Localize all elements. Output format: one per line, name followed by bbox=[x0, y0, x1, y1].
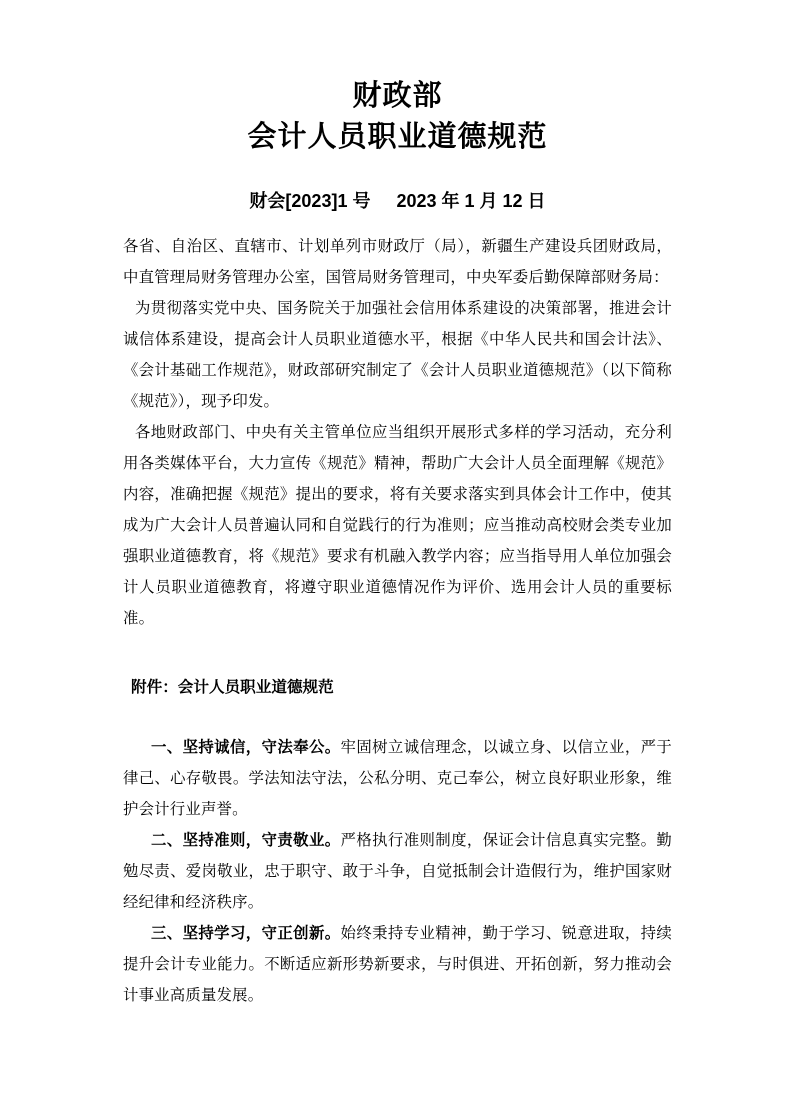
ethics-item-3 bbox=[123, 918, 672, 1011]
ethics-item-1-lead: 一、坚持诚信，守法奉公。 bbox=[151, 739, 341, 756]
ethics-item-1-text: 牢固树立诚信理念，以诚立身、以信立业，严于律己、心存敬畏。学法知法守法，公私分明、克己奉公，树立良好职业形象，维护会计行业声誉。 bbox=[123, 739, 672, 818]
doc-number: 财会[2023]1 号 bbox=[249, 191, 371, 211]
doc-number-line bbox=[123, 188, 672, 214]
ethics-item-1 bbox=[123, 732, 672, 825]
ethics-item-2-text: 严格执行准则制度，保证会计信息真实完整。勤勉尽责、爱岗敬业，忠于职守、敢于斗争，自觉抵制会计造假行为，维护国家财经纪律和经济秩序。 bbox=[123, 832, 672, 911]
implementation-paragraph: 各地财政部门、中央有关主管单位应当组织开展形式多样的学习活动，充分利用各类媒体平台，大力宣传《规范》精神，帮助广大会计人员全面理解《规范》内容，准确把握《规范》提出的要求，将有关要求落实到具体会计工作中，使其成为广大会计人员普遍认同和自觉践行的行为准则；应当推动高校财会类专业加强职业道德教育，将《规范》要求有机融入教学内容；应当指导用人单位加强会计人员职业道德教育，将遵守职业道德情况作为评价、选用会计人员的重要标准。 bbox=[123, 424, 672, 627]
doc-date: 2023 年 1 月 12 日 bbox=[396, 191, 546, 211]
recipients-paragraph: 各省、自治区、直辖市、计划单列市财政厅（局），新疆生产建设兵团财政局，中直管理局财务管理办公室，国管局财务管理司，中央军委后勤保障部财务局： bbox=[123, 238, 672, 286]
ethics-item-3-text: 始终秉持专业精神，勤于学习、锐意进取，持续提升会计专业能力。不断适应新形势新要求，与时俱进、开拓创新，努力推动会计事业高质量发展。 bbox=[123, 925, 672, 1004]
attachment-heading: 附件：会计人员职业道德规范 bbox=[131, 679, 334, 696]
ethics-item-2-lead: 二、坚持准则，守责敬业。 bbox=[151, 832, 341, 849]
doc-title-line1: 财政部 bbox=[352, 80, 443, 112]
doc-title-line2: 会计人员职业道德规范 bbox=[247, 121, 548, 153]
intro-paragraph: 为贯彻落实党中央、国务院关于加强社会信用体系建设的决策部署，推进会计诚信体系建设，提高会计人员职业道德水平，根据《中华人民共和国会计法》、《会计基础工作规范》，财政部研究制定了《会计人员职业道德规范》（以下简称《规范》），现予印发。 bbox=[123, 300, 672, 410]
ethics-item-3-lead: 三、坚持学习，守正创新。 bbox=[151, 925, 341, 942]
ethics-item-2 bbox=[123, 825, 672, 918]
